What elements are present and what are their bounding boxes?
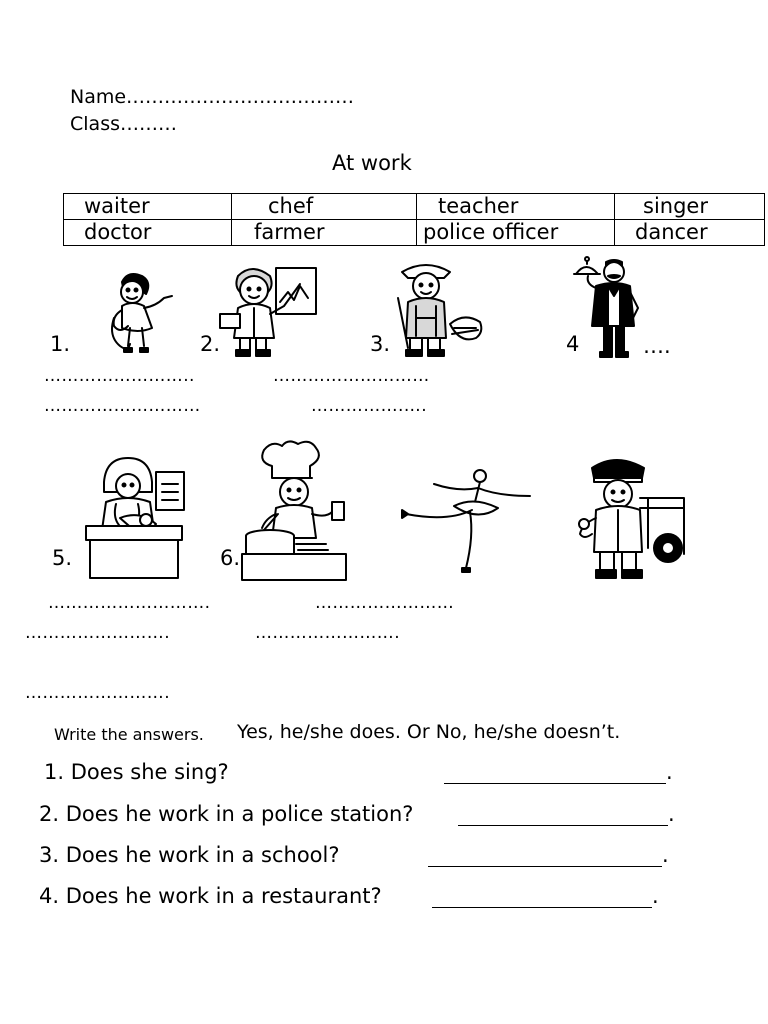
answer-line[interactable] xyxy=(444,783,666,784)
word-bank-table xyxy=(63,193,765,246)
answer-dots: ……………………. xyxy=(25,623,171,643)
word-cell: teacher xyxy=(417,194,615,220)
answer-line[interactable] xyxy=(432,907,652,908)
question-3: 3. Does he work in a school? xyxy=(39,843,340,867)
answer-end: . xyxy=(652,884,659,908)
answer-dots: ……………………… xyxy=(44,396,201,416)
word-cell: chef xyxy=(232,194,417,220)
name-field-label: Name……………………………… xyxy=(70,86,355,108)
dancer-picture xyxy=(398,466,538,578)
answer-end: . xyxy=(668,802,675,826)
waiter-picture xyxy=(570,252,646,360)
answer-end: . xyxy=(662,843,669,867)
answer-dots: ……………………. xyxy=(25,683,171,703)
answer-dots: …. xyxy=(643,334,671,358)
class-field-label: Class……… xyxy=(70,113,177,135)
answer-line[interactable] xyxy=(428,866,662,867)
word-bank-row xyxy=(64,220,765,246)
teacher-picture xyxy=(218,262,318,358)
word-cell: singer xyxy=(615,194,765,220)
picture-number: 3. xyxy=(370,332,391,356)
question-2: 2. Does he work in a police station? xyxy=(39,802,414,826)
picture-number: 6. xyxy=(220,546,241,570)
word-cell: dancer xyxy=(615,220,765,246)
picture-number: 1. xyxy=(50,332,71,356)
word-cell: doctor xyxy=(64,220,232,246)
answer-end: . xyxy=(666,760,673,784)
answer-dots: ……………………… xyxy=(273,366,430,386)
police-officer-picture xyxy=(572,448,690,584)
doctor-picture xyxy=(80,456,188,582)
picture-number: 2. xyxy=(200,332,221,356)
word-cell: police officer xyxy=(417,220,615,246)
answer-dots: ………………………. xyxy=(48,593,211,613)
picture-number: 5. xyxy=(52,546,73,570)
question-4: 4. Does he work in a restaurant? xyxy=(39,884,382,908)
singer-picture xyxy=(100,268,180,356)
farmer-picture xyxy=(392,258,484,358)
picture-number: 4 xyxy=(566,332,580,356)
word-cell: waiter xyxy=(64,194,232,220)
question-1: 1. Does she sing? xyxy=(44,760,229,784)
worksheet-title: At work xyxy=(332,151,412,175)
answer-dots: ……………………. xyxy=(255,623,401,643)
answer-line[interactable] xyxy=(458,825,668,826)
word-bank-row xyxy=(64,194,765,220)
word-cell: farmer xyxy=(232,220,417,246)
answer-dots: …………………….. xyxy=(44,366,195,386)
answer-dots: …………………… xyxy=(315,593,455,613)
instructions-options: Yes, he/she does. Or No, he/she doesn’t. xyxy=(237,721,621,743)
instructions-lead: Write the answers. xyxy=(54,725,204,744)
answer-dots: …………….…. xyxy=(311,396,428,416)
chef-picture xyxy=(240,440,352,582)
